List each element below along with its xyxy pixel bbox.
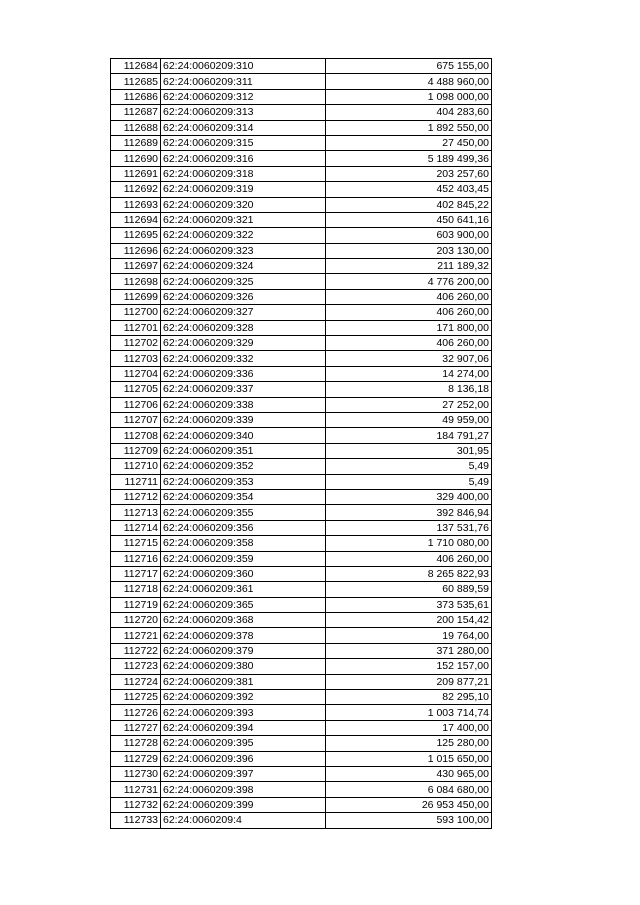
cadastral-value-table	[110, 58, 492, 829]
table-row	[111, 336, 492, 351]
cadastral-value-cell: 8 136,18	[326, 382, 492, 397]
table-row	[111, 74, 492, 89]
cadastral-value-cell: 452 403,45	[326, 182, 492, 197]
cadastral-number-cell: 62:24:0060209:381	[161, 674, 326, 689]
row-number-cell: 112692	[111, 182, 161, 197]
table-row	[111, 89, 492, 104]
table-row	[111, 566, 492, 581]
cadastral-number-cell: 62:24:0060209:320	[161, 197, 326, 212]
row-number-cell: 112690	[111, 151, 161, 166]
cadastral-number-cell: 62:24:0060209:325	[161, 274, 326, 289]
table-row	[111, 720, 492, 735]
cadastral-number-cell: 62:24:0060209:365	[161, 597, 326, 612]
row-number-cell: 112728	[111, 736, 161, 751]
row-number-cell: 112688	[111, 120, 161, 135]
table-row	[111, 412, 492, 427]
table-row	[111, 551, 492, 566]
cadastral-value-cell: 152 157,00	[326, 659, 492, 674]
cadastral-value-cell: 675 155,00	[326, 59, 492, 74]
cadastral-value-cell: 211 189,32	[326, 259, 492, 274]
table-row	[111, 597, 492, 612]
cadastral-number-cell: 62:24:0060209:380	[161, 659, 326, 674]
table-row	[111, 289, 492, 304]
table-row	[111, 536, 492, 551]
table-row	[111, 459, 492, 474]
row-number-cell: 112717	[111, 566, 161, 581]
cadastral-number-cell: 62:24:0060209:358	[161, 536, 326, 551]
cadastral-value-cell: 402 845,22	[326, 197, 492, 212]
row-number-cell: 112719	[111, 597, 161, 612]
row-number-cell: 112711	[111, 474, 161, 489]
row-number-cell: 112712	[111, 489, 161, 504]
table-row	[111, 613, 492, 628]
row-number-cell: 112696	[111, 243, 161, 258]
table-row	[111, 382, 492, 397]
row-number-cell: 112720	[111, 613, 161, 628]
cadastral-value-cell: 392 846,94	[326, 505, 492, 520]
cadastral-value-cell: 430 965,00	[326, 766, 492, 781]
table-row	[111, 243, 492, 258]
cadastral-number-cell: 62:24:0060209:315	[161, 135, 326, 150]
cadastral-value-cell: 32 907,06	[326, 351, 492, 366]
cadastral-number-cell: 62:24:0060209:316	[161, 151, 326, 166]
table-row	[111, 320, 492, 335]
row-number-cell: 112725	[111, 690, 161, 705]
cadastral-value-cell: 4 488 960,00	[326, 74, 492, 89]
row-number-cell: 112695	[111, 228, 161, 243]
row-number-cell: 112731	[111, 782, 161, 797]
cadastral-number-cell: 62:24:0060209:313	[161, 105, 326, 120]
cadastral-number-cell: 62:24:0060209:356	[161, 520, 326, 535]
row-number-cell: 112684	[111, 59, 161, 74]
cadastral-number-cell: 62:24:0060209:310	[161, 59, 326, 74]
cadastral-value-cell: 1 015 650,00	[326, 751, 492, 766]
cadastral-number-cell: 62:24:0060209:378	[161, 628, 326, 643]
cadastral-number-cell: 62:24:0060209:332	[161, 351, 326, 366]
cadastral-number-cell: 62:24:0060209:398	[161, 782, 326, 797]
cadastral-value-cell: 6 084 680,00	[326, 782, 492, 797]
row-number-cell: 112722	[111, 643, 161, 658]
row-number-cell: 112714	[111, 520, 161, 535]
table-row	[111, 197, 492, 212]
table-row	[111, 212, 492, 227]
cadastral-number-cell: 62:24:0060209:351	[161, 443, 326, 458]
row-number-cell: 112727	[111, 720, 161, 735]
row-number-cell: 112713	[111, 505, 161, 520]
table-row	[111, 643, 492, 658]
row-number-cell: 112693	[111, 197, 161, 212]
cadastral-number-cell: 62:24:0060209:379	[161, 643, 326, 658]
table-row	[111, 351, 492, 366]
cadastral-number-cell: 62:24:0060209:359	[161, 551, 326, 566]
cadastral-value-cell: 1 710 080,00	[326, 536, 492, 551]
cadastral-number-cell: 62:24:0060209:337	[161, 382, 326, 397]
cadastral-number-cell: 62:24:0060209:340	[161, 428, 326, 443]
table-row	[111, 120, 492, 135]
cadastral-value-cell: 5,49	[326, 474, 492, 489]
table-row	[111, 259, 492, 274]
cadastral-value-cell: 373 535,61	[326, 597, 492, 612]
table-row	[111, 674, 492, 689]
cadastral-number-cell: 62:24:0060209:322	[161, 228, 326, 243]
cadastral-value-cell: 171 800,00	[326, 320, 492, 335]
table-row	[111, 366, 492, 381]
row-number-cell: 112699	[111, 289, 161, 304]
cadastral-number-cell: 62:24:0060209:354	[161, 489, 326, 504]
cadastral-value-cell: 82 295,10	[326, 690, 492, 705]
cadastral-value-cell: 406 260,00	[326, 289, 492, 304]
table-body	[111, 59, 492, 829]
cadastral-value-cell: 209 877,21	[326, 674, 492, 689]
table-row	[111, 105, 492, 120]
row-number-cell: 112706	[111, 397, 161, 412]
cadastral-number-cell: 62:24:0060209:327	[161, 305, 326, 320]
cadastral-value-cell: 125 280,00	[326, 736, 492, 751]
cadastral-number-cell: 62:24:0060209:4	[161, 813, 326, 828]
cadastral-number-cell: 62:24:0060209:395	[161, 736, 326, 751]
row-number-cell: 112729	[111, 751, 161, 766]
row-number-cell: 112705	[111, 382, 161, 397]
cadastral-value-cell: 137 531,76	[326, 520, 492, 535]
cadastral-number-cell: 62:24:0060209:393	[161, 705, 326, 720]
cadastral-number-cell: 62:24:0060209:338	[161, 397, 326, 412]
table-row	[111, 59, 492, 74]
cadastral-value-cell: 19 764,00	[326, 628, 492, 643]
row-number-cell: 112694	[111, 212, 161, 227]
row-number-cell: 112726	[111, 705, 161, 720]
cadastral-number-cell: 62:24:0060209:319	[161, 182, 326, 197]
cadastral-number-cell: 62:24:0060209:339	[161, 412, 326, 427]
table-row	[111, 489, 492, 504]
cadastral-number-cell: 62:24:0060209:318	[161, 166, 326, 181]
cadastral-number-cell: 62:24:0060209:399	[161, 797, 326, 812]
cadastral-number-cell: 62:24:0060209:324	[161, 259, 326, 274]
cadastral-number-cell: 62:24:0060209:321	[161, 212, 326, 227]
row-number-cell: 112723	[111, 659, 161, 674]
cadastral-value-cell: 200 154,42	[326, 613, 492, 628]
cadastral-value-cell: 371 280,00	[326, 643, 492, 658]
cadastral-number-cell: 62:24:0060209:394	[161, 720, 326, 735]
cadastral-value-cell: 1 098 000,00	[326, 89, 492, 104]
table-row	[111, 766, 492, 781]
cadastral-number-cell: 62:24:0060209:397	[161, 766, 326, 781]
cadastral-value-cell: 27 252,00	[326, 397, 492, 412]
row-number-cell: 112715	[111, 536, 161, 551]
cadastral-value-cell: 450 641,16	[326, 212, 492, 227]
table-row	[111, 166, 492, 181]
cadastral-value-cell: 203 257,60	[326, 166, 492, 181]
cadastral-value-cell: 14 274,00	[326, 366, 492, 381]
row-number-cell: 112698	[111, 274, 161, 289]
cadastral-number-cell: 62:24:0060209:355	[161, 505, 326, 520]
table-row	[111, 474, 492, 489]
cadastral-number-cell: 62:24:0060209:314	[161, 120, 326, 135]
table-row	[111, 274, 492, 289]
cadastral-value-cell: 1 892 550,00	[326, 120, 492, 135]
row-number-cell: 112710	[111, 459, 161, 474]
cadastral-value-cell: 26 953 450,00	[326, 797, 492, 812]
table-row	[111, 782, 492, 797]
cadastral-number-cell: 62:24:0060209:396	[161, 751, 326, 766]
cadastral-number-cell: 62:24:0060209:360	[161, 566, 326, 581]
cadastral-number-cell: 62:24:0060209:328	[161, 320, 326, 335]
cadastral-number-cell: 62:24:0060209:352	[161, 459, 326, 474]
table-row	[111, 705, 492, 720]
table-row	[111, 797, 492, 812]
row-number-cell: 112709	[111, 443, 161, 458]
cadastral-number-cell: 62:24:0060209:329	[161, 336, 326, 351]
cadastral-number-cell: 62:24:0060209:368	[161, 613, 326, 628]
row-number-cell: 112733	[111, 813, 161, 828]
row-number-cell: 112707	[111, 412, 161, 427]
cadastral-number-cell: 62:24:0060209:353	[161, 474, 326, 489]
cadastral-value-cell: 5,49	[326, 459, 492, 474]
table-row	[111, 428, 492, 443]
cadastral-value-cell: 603 900,00	[326, 228, 492, 243]
cadastral-value-cell: 406 260,00	[326, 551, 492, 566]
cadastral-value-cell: 5 189 499,36	[326, 151, 492, 166]
cadastral-value-cell: 4 776 200,00	[326, 274, 492, 289]
table-row	[111, 690, 492, 705]
cadastral-value-cell: 404 283,60	[326, 105, 492, 120]
row-number-cell: 112685	[111, 74, 161, 89]
cadastral-number-cell: 62:24:0060209:323	[161, 243, 326, 258]
cadastral-number-cell: 62:24:0060209:336	[161, 366, 326, 381]
cadastral-value-cell: 1 003 714,74	[326, 705, 492, 720]
cadastral-number-cell: 62:24:0060209:392	[161, 690, 326, 705]
table-row	[111, 443, 492, 458]
cadastral-number-cell: 62:24:0060209:312	[161, 89, 326, 104]
cadastral-value-cell: 17 400,00	[326, 720, 492, 735]
table-row	[111, 659, 492, 674]
row-number-cell: 112687	[111, 105, 161, 120]
table-row	[111, 582, 492, 597]
cadastral-value-cell: 60 889,59	[326, 582, 492, 597]
cadastral-value-cell: 49 959,00	[326, 412, 492, 427]
table-row	[111, 628, 492, 643]
row-number-cell: 112701	[111, 320, 161, 335]
row-number-cell: 112703	[111, 351, 161, 366]
cadastral-value-cell: 184 791,27	[326, 428, 492, 443]
cadastral-value-cell: 8 265 822,93	[326, 566, 492, 581]
table-row	[111, 182, 492, 197]
row-number-cell: 112702	[111, 336, 161, 351]
cadastral-value-cell: 329 400,00	[326, 489, 492, 504]
table-row	[111, 397, 492, 412]
row-number-cell: 112686	[111, 89, 161, 104]
row-number-cell: 112700	[111, 305, 161, 320]
table-row	[111, 751, 492, 766]
row-number-cell: 112724	[111, 674, 161, 689]
row-number-cell: 112697	[111, 259, 161, 274]
cadastral-number-cell: 62:24:0060209:326	[161, 289, 326, 304]
row-number-cell: 112691	[111, 166, 161, 181]
table-row	[111, 813, 492, 828]
cadastral-number-cell: 62:24:0060209:311	[161, 74, 326, 89]
table-row	[111, 305, 492, 320]
cadastral-number-cell: 62:24:0060209:361	[161, 582, 326, 597]
cadastral-value-cell: 593 100,00	[326, 813, 492, 828]
cadastral-value-cell: 406 260,00	[326, 305, 492, 320]
row-number-cell: 112732	[111, 797, 161, 812]
row-number-cell: 112708	[111, 428, 161, 443]
table-row	[111, 228, 492, 243]
table-row	[111, 520, 492, 535]
row-number-cell: 112689	[111, 135, 161, 150]
table-row	[111, 505, 492, 520]
row-number-cell: 112704	[111, 366, 161, 381]
table-row	[111, 736, 492, 751]
cadastral-value-cell: 301,95	[326, 443, 492, 458]
row-number-cell: 112730	[111, 766, 161, 781]
table-row	[111, 151, 492, 166]
row-number-cell: 112721	[111, 628, 161, 643]
row-number-cell: 112716	[111, 551, 161, 566]
cadastral-value-cell: 406 260,00	[326, 336, 492, 351]
cadastral-value-cell: 203 130,00	[326, 243, 492, 258]
cadastral-value-cell: 27 450,00	[326, 135, 492, 150]
row-number-cell: 112718	[111, 582, 161, 597]
table-row	[111, 135, 492, 150]
